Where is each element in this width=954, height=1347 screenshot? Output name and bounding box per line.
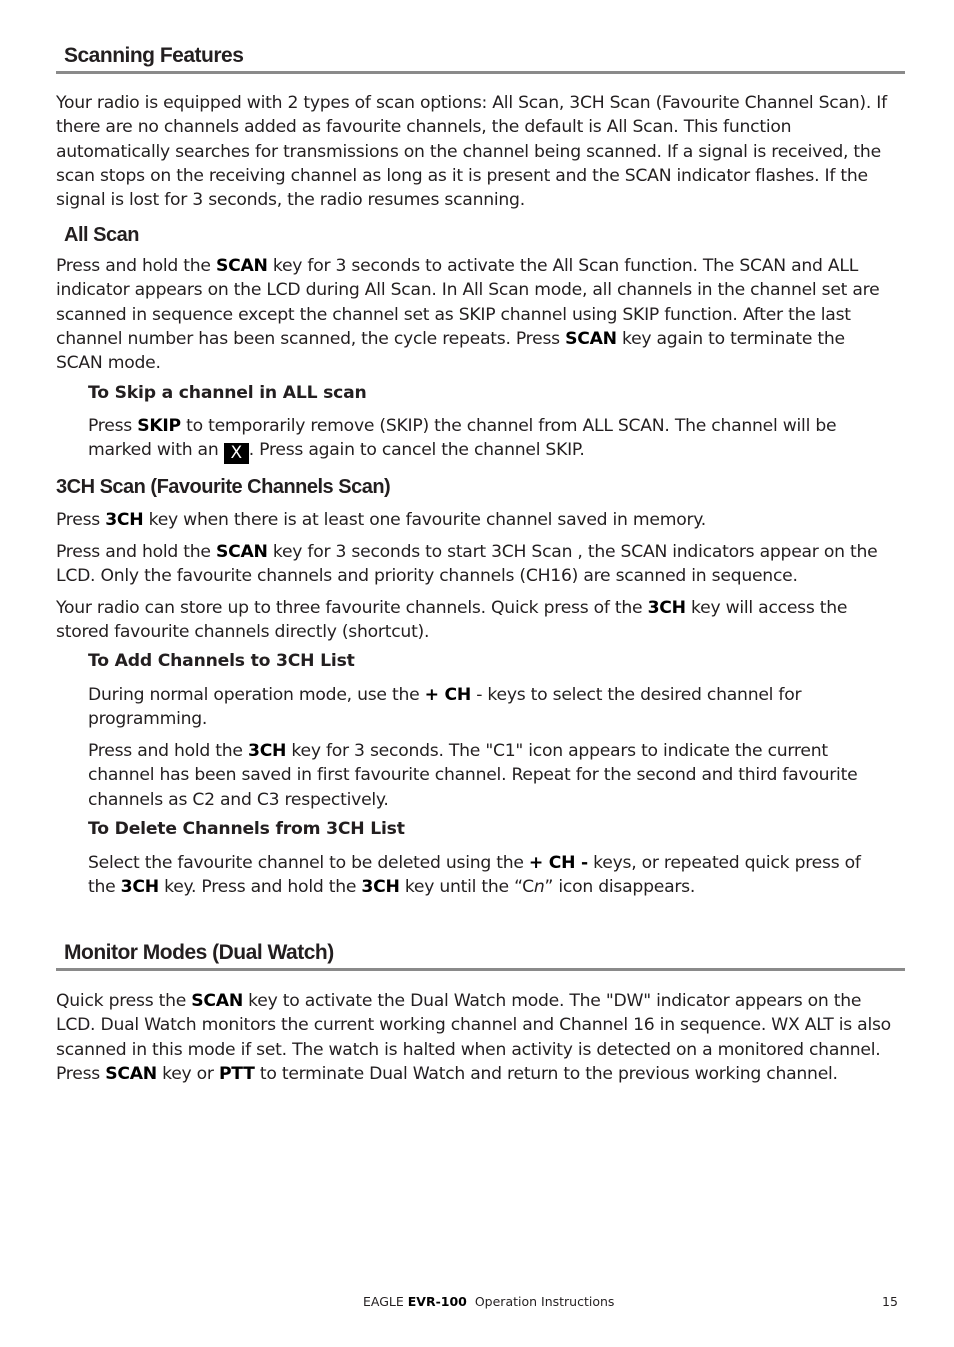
section-title-monitor-modes: Monitor Modes (Dual Watch) (56, 941, 905, 971)
key-3ch: 3CH (247, 741, 287, 761)
skip-channel-paragraph: Press SKIP to temporarily remove (SKIP) the channel from ALL SCAN. The channel will be marked with an X . Press again to cancel the channel SKIP. (88, 416, 837, 464)
all-scan-paragraph: Press and hold the SCAN key for 3 seconds to activate the All Scan function. The SCAN and ALL indicator appears on the LCD during All Scan. In All Scan mode, all channels in the channel set are scanned in sequence except the channel set as SKIP channel using SKIP function. After the last channel number has been scanned, the cycle repeats. Press SCAN key again to terminate the SCAN mode. (56, 256, 880, 374)
monitor-modes-paragraph: Quick press the SCAN key to activate the Dual Watch mode. The "DW" indicator appears on the LCD. Dual Watch monitors the current working channel and Channel 16 in sequence. WX ALT is also scanned in this mode if set. The watch is halted when activity is detected on a monitored channel. Press SCAN key or PTT to terminate Dual Watch and return to the previous working channel. (56, 991, 891, 1084)
page-number: 15 (882, 1294, 898, 1309)
add-channels-heading: To Add Channels to 3CH List (88, 651, 355, 671)
key-scan: SCAN (215, 542, 268, 562)
key-3ch: 3CH (647, 598, 686, 618)
key-3ch: 3CH (361, 877, 400, 898)
delete-channels-heading: To Delete Channels from 3CH List (88, 819, 405, 839)
page-footer: EAGLE EVR-100 Operation Instructions (363, 1294, 615, 1309)
key-plus-ch: + CH (424, 685, 472, 705)
key-ptt: PTT (218, 1063, 255, 1084)
key-scan: SCAN (105, 1063, 157, 1084)
section-title-scanning-features: Scanning Features (56, 44, 905, 74)
skip-channel-heading: To Skip a channel in ALL scan (88, 383, 367, 403)
key-3ch: 3CH (105, 510, 144, 530)
key-plus-ch-minus: + CH - (528, 853, 588, 873)
add-channels-paragraph-2: Press and hold the 3CH key for 3 seconds. The "C1" icon appears to indicate the current channel has been saved in first favourite channel. Repeat for the second and third favourite channels as C2 and C3 respectively. (88, 741, 858, 810)
key-scan: SCAN (215, 256, 268, 276)
delete-channels-paragraph: Select the favourite channel to be deleted using the + CH - keys, or repeated quick press of the 3CH key. Press and hold the 3CH key until the “Cn” icon disappears. (88, 853, 861, 898)
skip-x-icon: X (224, 443, 249, 464)
add-channels-paragraph-1: During normal operation mode, use the + CH - keys to select the desired channel for programming. (88, 685, 802, 730)
3ch-paragraph-2: Press and hold the SCAN key for 3 seconds to start 3CH Scan , the SCAN indicators appear on the LCD. Only the favourite channels and priority channels (CH16) are scanned in sequence. (56, 542, 878, 587)
3ch-paragraph-3: Your radio can store up to three favourite channels. Quick press of the 3CH key will access the stored favourite channels directly (shortcut). (56, 598, 848, 643)
key-3ch: 3CH (120, 877, 159, 898)
subsection-title-3ch-scan: 3CH Scan (Favourite Channels Scan) (56, 476, 391, 498)
scanning-intro-paragraph: Your radio is equipped with 2 types of scan options: All Scan, 3CH Scan (Favourite Channel Scan). If there are no channels added as favourite channels, the default is All Scan. This function automatically searches for transmissions on the channel being scanned. If a signal is received, the scan stops on the receiving channel as long as it is present and the SCAN indicator flashes. If the signal is lost for 3 seconds, the radio resumes scanning. (56, 93, 887, 211)
key-skip: SKIP (137, 416, 181, 436)
key-scan: SCAN (565, 328, 617, 349)
subsection-title-all-scan: All Scan (64, 224, 139, 246)
key-scan: SCAN (191, 991, 243, 1011)
3ch-paragraph-1: Press 3CH key when there is at least one favourite channel saved in memory. (56, 510, 706, 530)
